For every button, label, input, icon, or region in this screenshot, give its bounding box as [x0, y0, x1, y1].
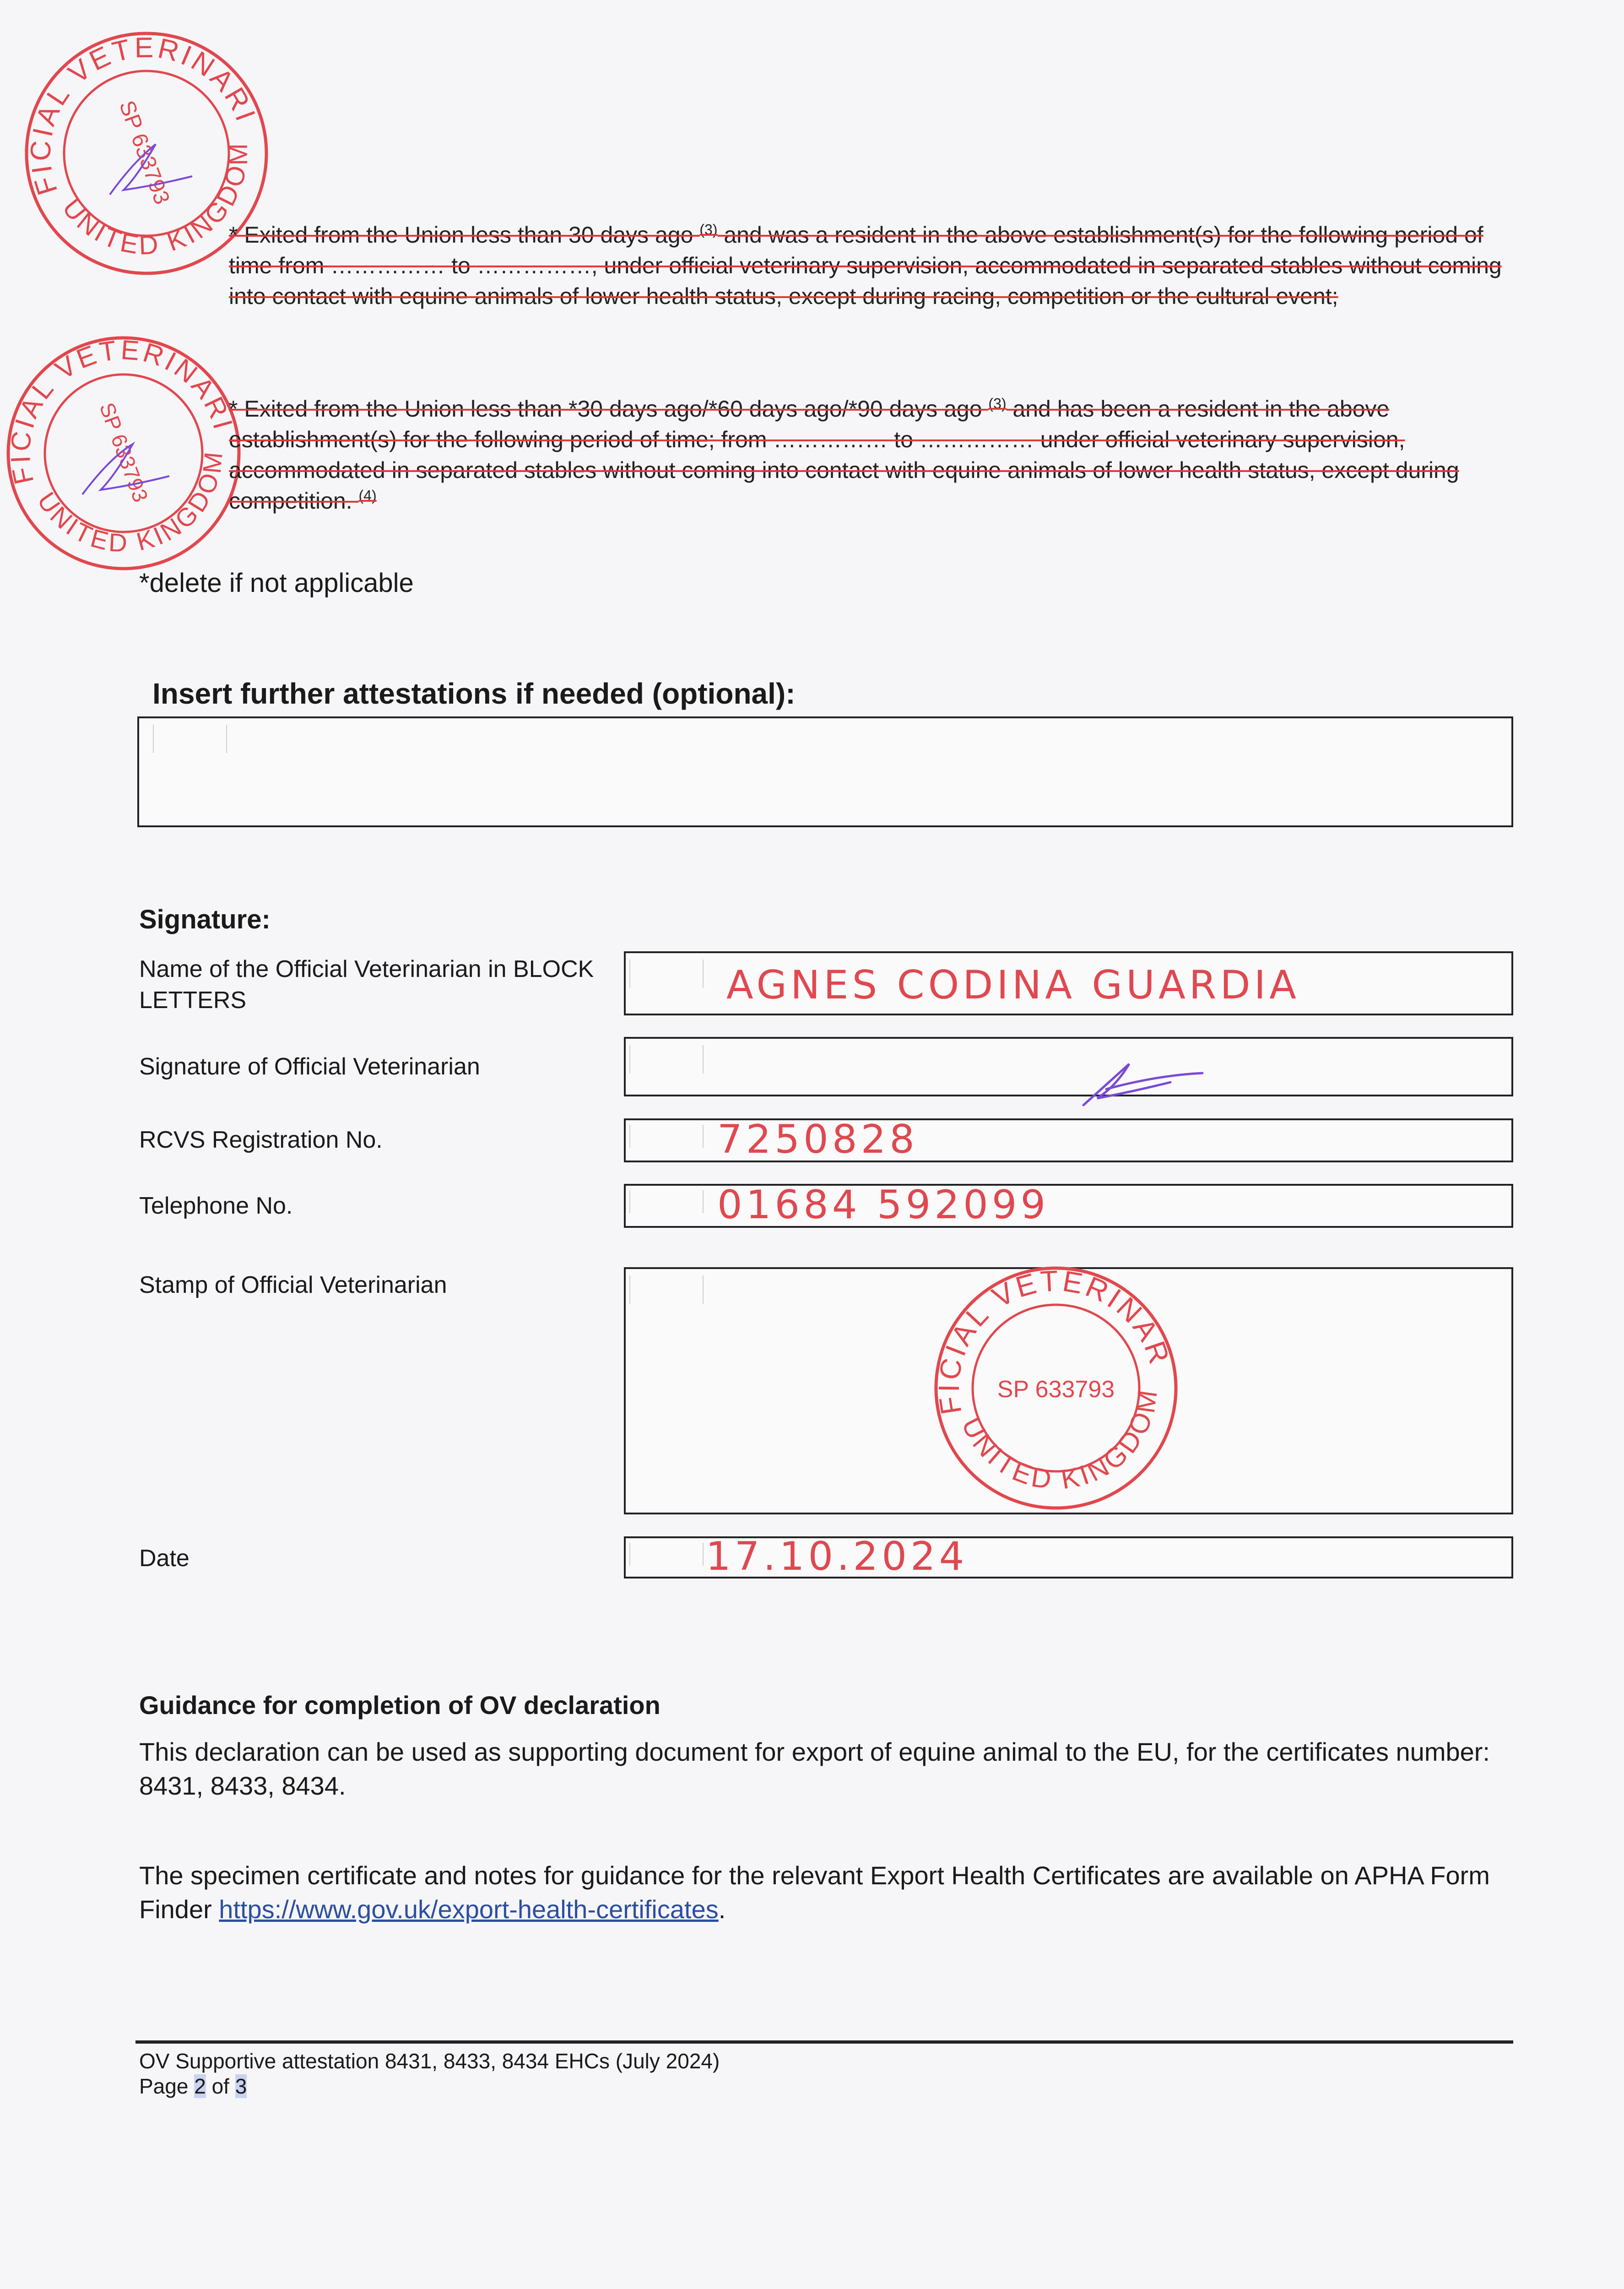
name-field[interactable] — [624, 951, 1513, 1015]
stamp-ring-bottom-text: UNITED KINGDOM — [955, 1385, 1164, 1496]
stamp-number-text: SP 633793 — [95, 399, 153, 505]
export-health-certificates-link[interactable]: https://www.gov.uk/export-health-certificates — [219, 1895, 719, 1924]
attestation-paragraph-2: * Exited from the Union less than *30 days ago/*60 days ago/*90 days ago $^{(3)}$ and has been a resident in the above establishment(s) for the following period of time; from …………… to …………… under official veterinary supervision, accommodated in separated stables without coming into contact with equine animals of lower health status, except during competition. $^{(4)}$ — [229, 395, 1459, 514]
footer-page-number: Page 2 of 3 — [139, 2074, 247, 2098]
further-attestations-heading: Insert further attestations if needed (optional): — [152, 677, 796, 710]
stamp-ring-top-text: OFFICIAL VETERINARIAN — [25, 32, 262, 199]
date-field[interactable] — [624, 1536, 1513, 1578]
telephone-label: Telephone No. — [139, 1193, 293, 1219]
rcvs-handwritten-value: 7250828 — [717, 1117, 919, 1162]
date-handwritten-value: 17.10.2024 — [706, 1534, 968, 1579]
delete-note: *delete if not applicable — [139, 568, 414, 598]
stamp-ring-top-text: OFFICIAL VETERINARIAN — [932, 1264, 1177, 1417]
telephone-handwritten-value: 01684 592099 — [717, 1182, 1050, 1228]
name-handwritten-value: AGNES CODINA GUARDIA — [726, 962, 1300, 1008]
stamp-ring-top-text: OFFICIAL VETERINARIAN — [4, 334, 239, 487]
stamp-label: Stamp of Official Veterinarian — [139, 1272, 447, 1298]
guidance-paragraph-2: The specimen certificate and notes for guidance for the relevant Export Health Certificates are available on APHA Form Finder https://www.gov.uk/export-health-certificates. — [139, 1861, 1490, 1924]
telephone-field[interactable] — [624, 1184, 1513, 1228]
date-label: Date — [139, 1545, 189, 1572]
official-veterinarian-stamp — [928, 1260, 1184, 1516]
stamp-number-text: SP 633793 — [114, 97, 174, 208]
guidance-paragraph-1: This declaration can be used as supporting document for export of equine animal to the EU, for the certificates number: 8431, 8433, 8434. — [139, 1737, 1490, 1800]
official-veterinarian-stamp — [0, 330, 247, 577]
handwritten-signature — [1065, 1048, 1212, 1117]
signature-field[interactable] — [624, 1037, 1513, 1096]
stamp-field[interactable] — [624, 1264, 1513, 1514]
attestation-paragraph-1: * Exited from the Union less than 30 days ago $^{(3)}$ and was a resident in the above establishment(s) for the following period of time from …………… to ……………, under official veterinary supervision, accommodated in separated stables without coming into contact with equine animals of lower health status, except during racing, competition or the cultural event; — [229, 221, 1502, 309]
stamp-number-text: SP 633793 — [997, 1376, 1115, 1403]
guidance-heading: Guidance for completion of OV declaration — [139, 1691, 660, 1719]
signature-label: Signature of Official Veterinarian — [139, 1053, 480, 1080]
further-attestations-field[interactable] — [137, 716, 1513, 827]
name-label: Name of the Official Veterinarian in BLOCK LETTERS — [139, 956, 594, 1014]
footer-document-reference: OV Supportive attestation 8431, 8433, 8434 EHCs (July 2024) — [139, 2049, 720, 2073]
signature-heading: Signature: — [139, 905, 271, 934]
rcvs-label: RCVS Registration No. — [139, 1127, 383, 1153]
stamp-ring-bottom-text: UNITED KINGDOM — [56, 140, 254, 260]
stamp-ring-bottom-text: UNITED KINGDOM — [32, 448, 228, 558]
rcvs-field[interactable] — [624, 1118, 1513, 1162]
footer-rule — [135, 2040, 1513, 2044]
